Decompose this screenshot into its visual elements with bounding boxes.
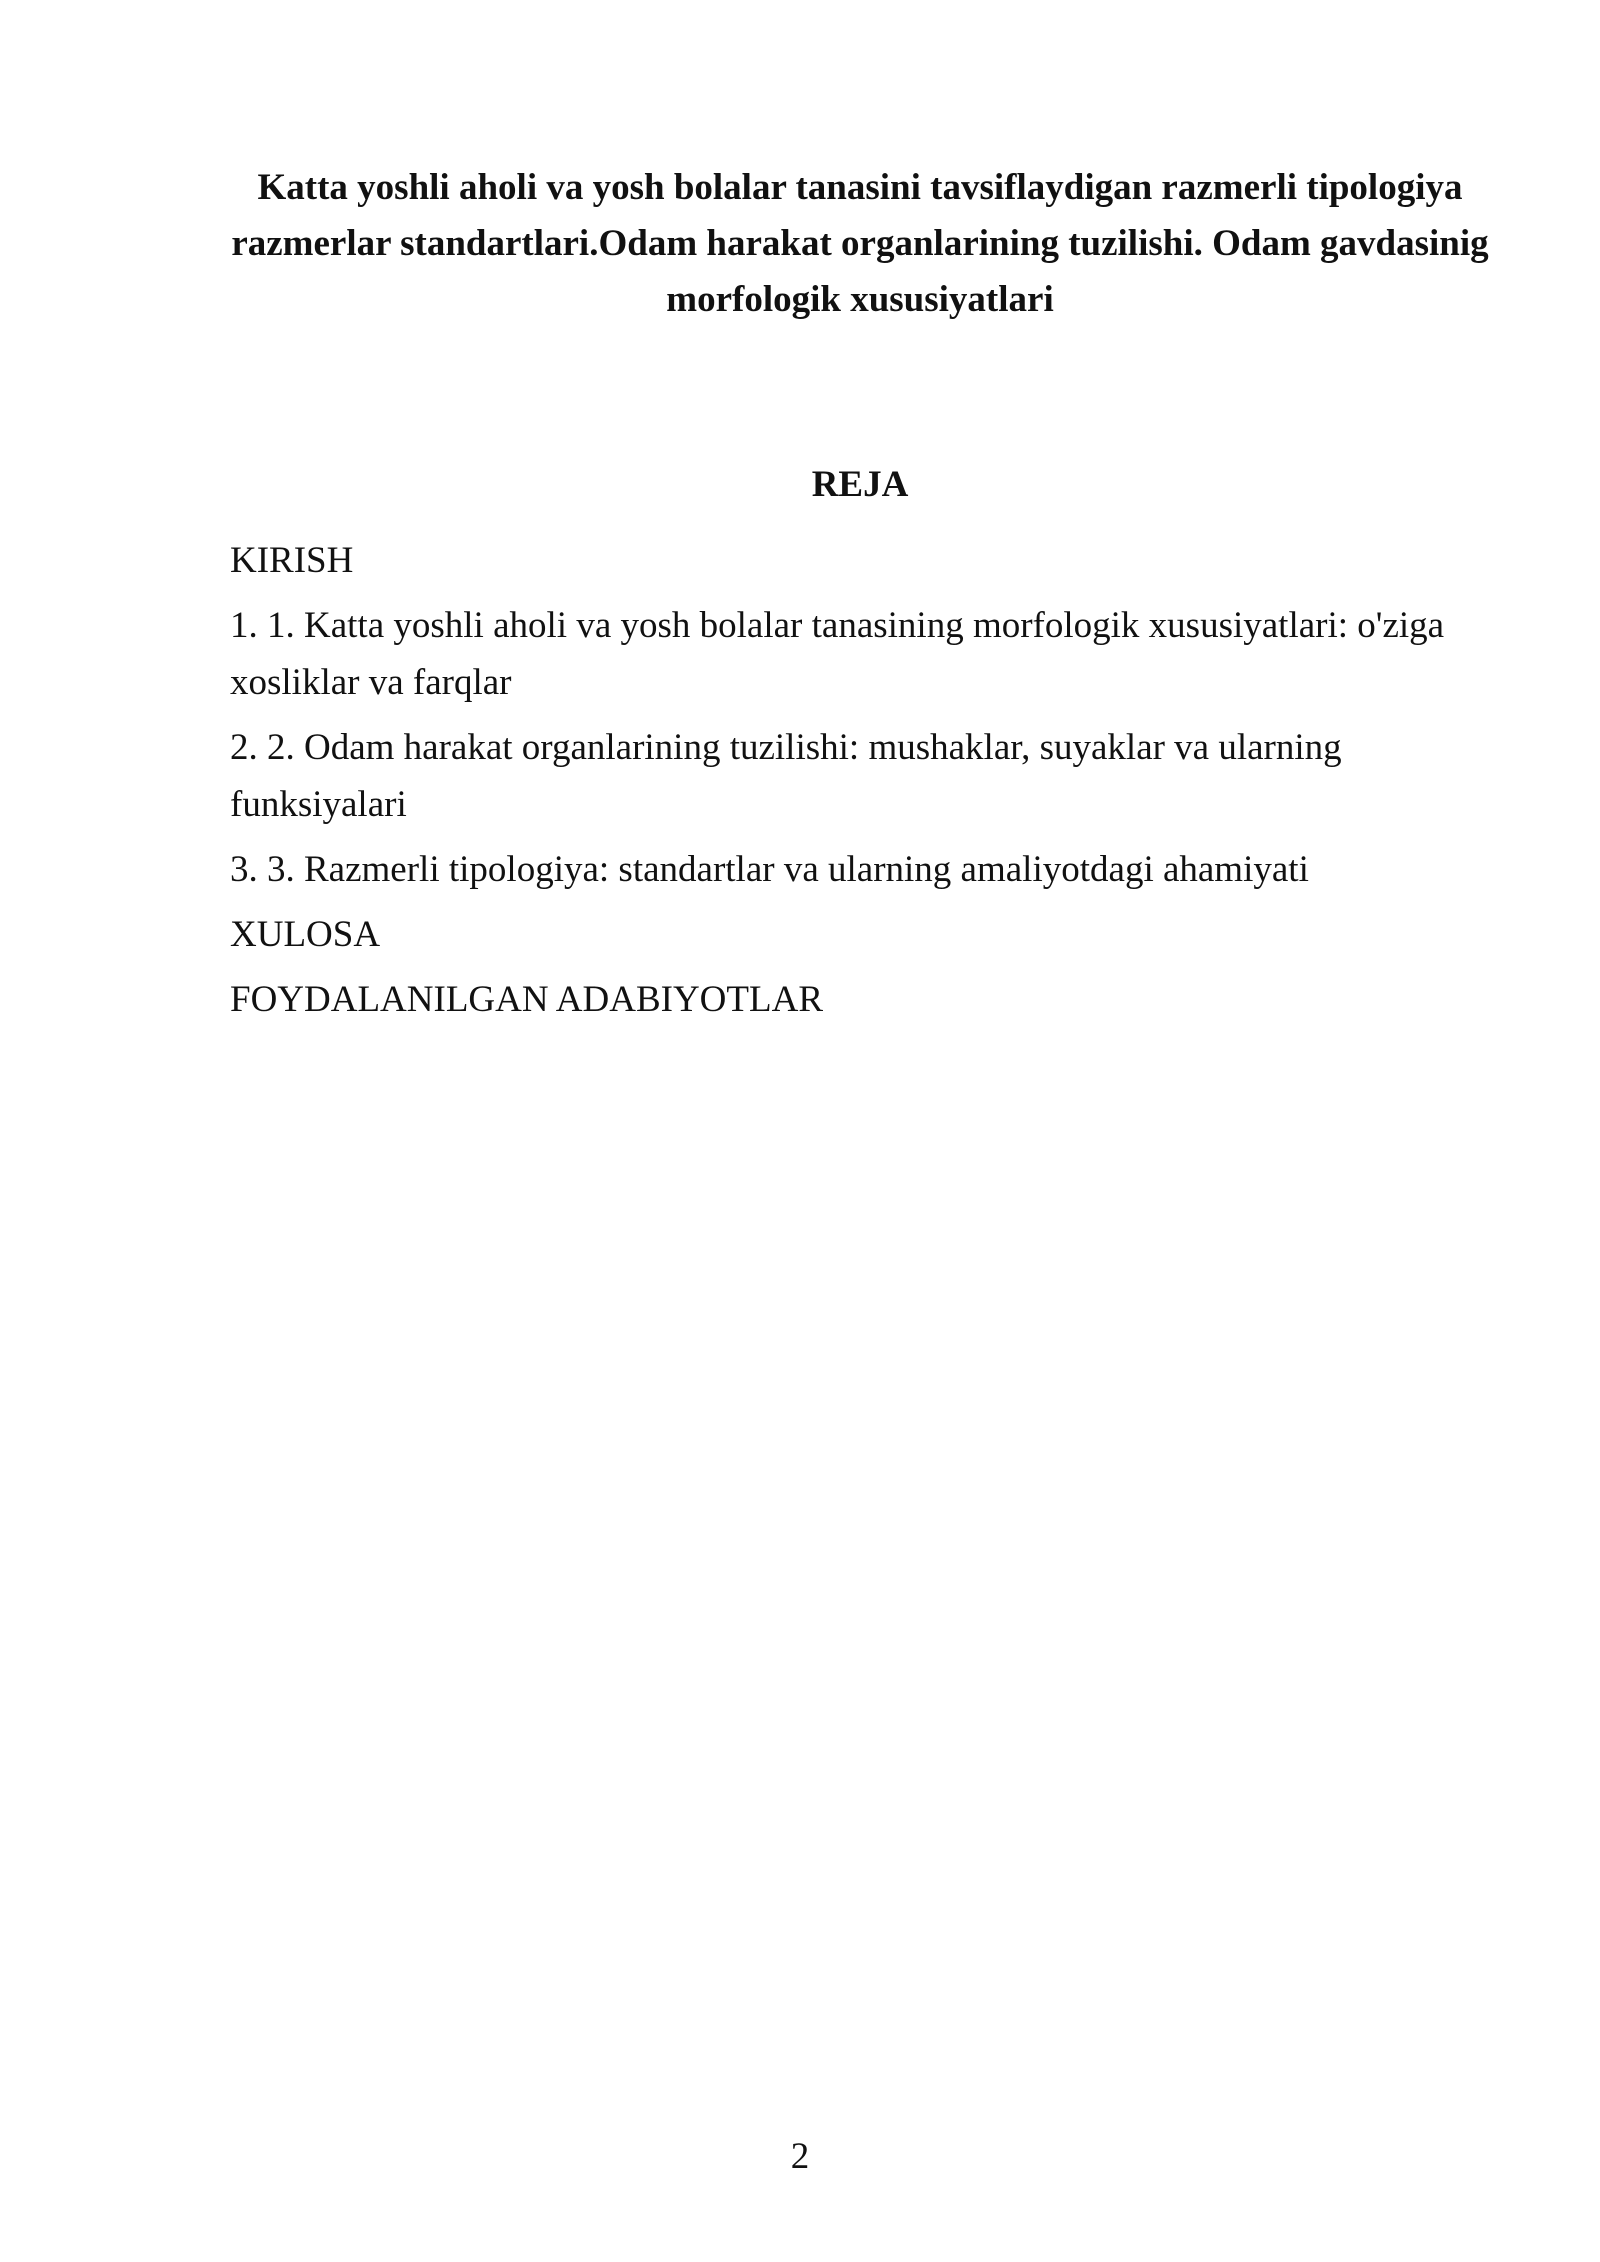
plan-item-introduction: KIRISH [230, 540, 354, 581]
document-title: Katta yoshli aholi va yosh bolalar tanasini tavsiflaydigan razmerli tipologiya razmerlar standartlari.Odam harakat organlarining tuzilishi. Odam gavdasinig morfologik xususiyatlari [231, 167, 1489, 320]
page-number: 2 [790, 2136, 810, 2177]
plan-list [230, 532, 1510, 1036]
plan-item-3: 3. 3. Razmerli tipologiya: standartlar va ularning amaliyotdagi ahamiyati [230, 849, 1309, 890]
plan-item-references: FOYDALANILGAN ADABIYOTLAR [230, 979, 823, 1020]
plan-heading: REJA [811, 464, 909, 505]
plan-item-1: 1. 1. Katta yoshli aholi va yosh bolalar tanasining morfologik xususiyatlari: o'ziga xosliklar va farqlar [230, 605, 1445, 703]
plan-item-conclusion: XULOSA [230, 914, 381, 955]
plan-item-2: 2. 2. Odam harakat organlarining tuzilishi: mushaklar, suyaklar va ularning funksiyalari [230, 727, 1342, 825]
